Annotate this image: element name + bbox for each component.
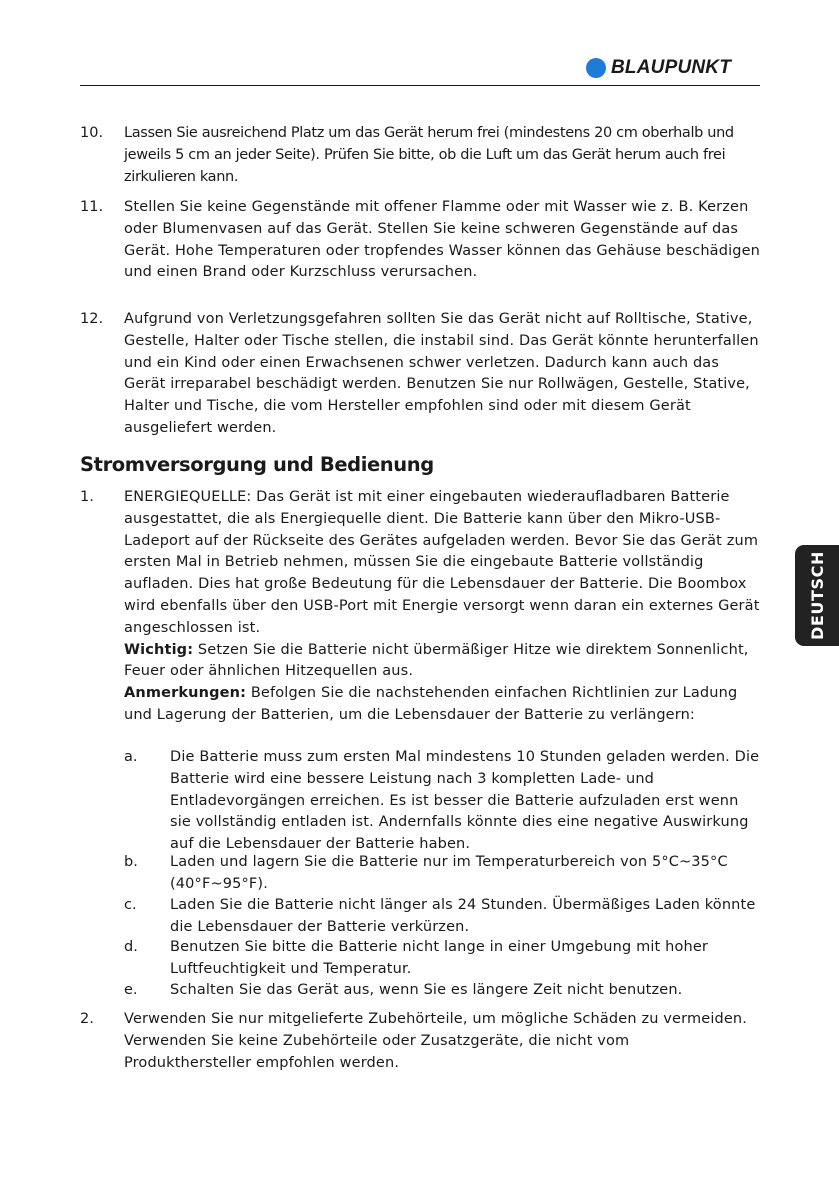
blaupunkt-logo: [586, 57, 731, 79]
list-item-12: [80, 309, 760, 440]
energy-source-text: ENERGIEQUELLE: Das Gerät ist mit einer eingebauten wiederaufladbaren Batterie ausgestattet, die als Energiequelle dient. Die Batterie kann über den Mikro-USB-Ladeport auf der Rückseite des Gerätes aufgeladen werden. Bevor Sie das Gerät zum ersten Mal in Betrieb nehmen, müssen Sie die eingebaute Batterie vollständig aufladen. Dies hat große Bedeutung für die Lebensdauer der Batterie. Die Boombox wird ebenfalls über den USB-Port mit Energie versorgt wenn daran ein externes Gerät angeschlossen ist.: [124, 489, 760, 636]
sub-item-letter: c.: [124, 897, 137, 913]
item-number: 11.: [80, 199, 104, 215]
sub-item-b: [124, 852, 760, 896]
sub-item-text: Laden Sie die Batterie nicht länger als 24 Stunden. Übermäßiges Laden könnte die Lebensdauer der Batterie verkürzen.: [170, 897, 756, 935]
list-item-2: [80, 1009, 760, 1074]
sub-item-text: Laden und lagern Sie die Batterie nur im Temperaturbereich von 5°C~35°C (40°F~95°F).: [170, 854, 728, 892]
sub-item-c: [124, 895, 760, 939]
sub-item-d: [124, 937, 760, 981]
item-number: 10.: [80, 125, 104, 141]
list-item-1: [80, 487, 760, 727]
notes-text: Befolgen Sie die nachstehenden einfachen Richtlinien zur Ladung und Lagerung der Batterien, um die Lebensdauer der Batterie zu verlängern:: [124, 685, 738, 723]
sub-item-text: Schalten Sie das Gerät aus, wenn Sie es längere Zeit nicht benutzen.: [170, 982, 683, 998]
item-text: Lassen Sie ausreichend Platz um das Gerät herum frei (mindestens 20 cm oberhalb und jeweils 5 cm an jeder Seite). Prüfen Sie bitte, ob die Luft um das Gerät herum auch frei zirkulieren kann.: [124, 125, 734, 185]
notes-label: Anmerkungen:: [124, 685, 247, 702]
item-text-block: [124, 487, 760, 727]
sub-item-letter: d.: [124, 939, 138, 955]
important-note: [124, 640, 760, 684]
item-text: Aufgrund von Verletzungsgefahren sollten Sie das Gerät nicht auf Rolltische, Stative, Gestelle, Halter oder Tische stellen, die instabil sind. Das Gerät könnte herunterfallen und ein Kind oder einen Erwachsenen schwer verletzen. Dadurch kann auch das Gerät irreparabel beschädigt werden. Benutzen Sie nur Rollwägen, Gestelle, Stative, Halter und Tische, die vom Hersteller empfohlen sind oder mit diesem Gerät ausgeliefert werden.: [124, 311, 759, 436]
sub-item-e: [124, 980, 760, 1002]
item-number: 2.: [80, 1011, 94, 1027]
language-tab: [795, 545, 839, 646]
sub-item-letter: a.: [124, 749, 138, 765]
header-divider: [80, 85, 760, 86]
item-number: 1.: [80, 489, 94, 505]
brand-name: BLAUPUNKT: [611, 57, 732, 78]
item-text: Stellen Sie keine Gegenstände mit offener Flamme oder mit Wasser wie z. B. Kerzen oder Blumenvasen auf das Gerät. Stellen Sie keine schweren Gegenstände auf das Gerät. Hohe Temperaturen oder tropfendes Wasser können das Gehäuse beschädigen und einen Brand oder Kurzschluss verursachen.: [124, 199, 761, 281]
sub-item-letter: e.: [124, 982, 138, 998]
important-label: Wichtig:: [124, 641, 194, 658]
item-number: 12.: [80, 311, 104, 327]
section-heading: Stromversorgung und Bedienung: [80, 453, 434, 476]
list-item-10: [80, 123, 760, 188]
brand-dot-icon: [586, 58, 606, 78]
important-text: Setzen Sie die Batterie nicht übermäßiger Hitze wie direktem Sonnenlicht, Feuer oder ähnlichen Hitzequellen aus.: [124, 641, 749, 680]
item-text: Verwenden Sie nur mitgelieferte Zubehörteile, um mögliche Schäden zu vermeiden. Verwenden Sie keine Zubehörteile oder Zusatzgeräte, die nicht vom Produkthersteller empfohlen werden.: [124, 1011, 748, 1071]
sub-item-text: Die Batterie muss zum ersten Mal mindestens 10 Stunden geladen werden. Die Batterie wird eine bessere Leistung nach 3 kompletten Lade- und Entladevorgängen erreichen. Es ist besser die Batterie aufzuladen erst wenn sie vollständig entladen ist. Andernfalls könnte dies eine negative Auswirkung auf die Lebensdauer der Batterie haben.: [170, 749, 760, 853]
sub-item-text: Benutzen Sie bitte die Batterie nicht lange in einer Umgebung mit hoher Luftfeuchtigkeit und Temperatur.: [170, 939, 709, 977]
sub-item-letter: b.: [124, 854, 138, 870]
list-item-11: [80, 197, 760, 284]
notes-paragraph: [124, 683, 760, 727]
language-tab-label: DEUTSCH: [807, 551, 827, 640]
sub-item-a: [124, 747, 760, 856]
